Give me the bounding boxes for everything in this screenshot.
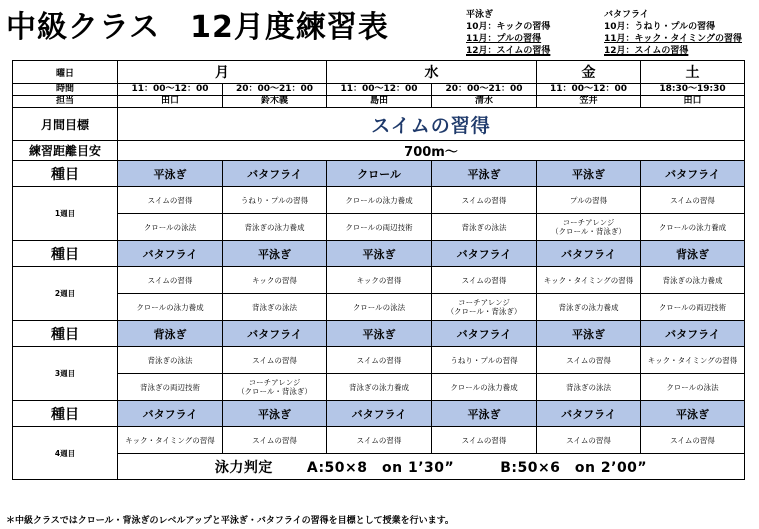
stroke-cell: 平泳ぎ <box>223 401 327 427</box>
time-label: 時間 <box>13 84 118 96</box>
stroke-cell: 背泳ぎ <box>118 321 223 347</box>
monthly-goal: スイムの習得 <box>118 108 745 141</box>
kind-label: 種目 <box>13 161 118 187</box>
task-cell: うねり・プルの習得 <box>432 347 537 374</box>
task-cell: クロールの泳法 <box>641 374 745 401</box>
task-cell: コーチアレンジ （クロール・背泳ぎ） <box>223 374 327 401</box>
staff-cell: 田口 <box>118 96 223 108</box>
task-cell: クロールの泳力養成 <box>432 374 537 401</box>
week-label: 1週目 <box>13 187 118 241</box>
stroke-cell: バタフライ <box>432 321 537 347</box>
test-row <box>118 454 745 480</box>
day-wednesday: 水 <box>327 61 537 84</box>
footnote: ＊中級クラスではクロール・背泳ぎのレベルアップと平泳ぎ・バタフライの習得を目標として授業を行います。 <box>6 516 454 526</box>
stroke-cell: 平泳ぎ <box>537 161 641 187</box>
time-cell: 20：00〜21：00 <box>223 84 327 96</box>
task-cell: スイムの習得 <box>537 427 641 454</box>
week-label: 2週目 <box>13 267 118 321</box>
stroke-cell: 平泳ぎ <box>432 161 537 187</box>
task-cell: スイムの習得 <box>537 347 641 374</box>
task-cell: クロールの両辺技術 <box>327 214 432 241</box>
task-cell: キックの習得 <box>223 267 327 294</box>
test-b: B:50×6 on 2’00” <box>500 459 648 476</box>
staff-cell: 鈴木義 <box>223 96 327 108</box>
day-label: 曜日 <box>13 61 118 84</box>
staff-cell: 清水 <box>432 96 537 108</box>
task-cell: キック・タイミングの習得 <box>537 267 641 294</box>
staff-label: 担当 <box>13 96 118 108</box>
staff-cell: 島田 <box>327 96 432 108</box>
task-cell: 背泳ぎの両辺技術 <box>118 374 223 401</box>
distance-value: 700m〜 <box>118 141 745 161</box>
stroke-cell: バタフライ <box>432 241 537 267</box>
kind-label: 種目 <box>13 241 118 267</box>
week-label: 4週目 <box>13 427 118 480</box>
notes-line-current: 12月：スイムの習得 <box>466 46 551 56</box>
notes-line-current: 12月：スイムの習得 <box>604 46 689 56</box>
task-cell: スイムの習得 <box>432 187 537 214</box>
task-cell: スイムの習得 <box>118 187 223 214</box>
task-cell: スイムの習得 <box>327 347 432 374</box>
kind-label: 種目 <box>13 401 118 427</box>
task-cell: スイムの習得 <box>118 267 223 294</box>
task-cell: スイムの習得 <box>432 427 537 454</box>
task-cell: スイムの習得 <box>327 427 432 454</box>
time-cell: 20：00〜21：00 <box>432 84 537 96</box>
task-cell: 背泳ぎの泳法 <box>432 214 537 241</box>
task-cell: クロールの泳力養成 <box>641 214 745 241</box>
kind-label: 種目 <box>13 321 118 347</box>
task-cell: コーチアレンジ （クロール・背泳ぎ） <box>432 294 537 321</box>
stroke-cell: クロール <box>327 161 432 187</box>
stroke-cell: 平泳ぎ <box>118 161 223 187</box>
day-friday: 金 <box>537 61 641 84</box>
task-cell: キックの習得 <box>327 267 432 294</box>
stroke-cell: 平泳ぎ <box>432 401 537 427</box>
stroke-cell: バタフライ <box>118 401 223 427</box>
stroke-cell: 平泳ぎ <box>327 241 432 267</box>
task-cell: スイムの習得 <box>641 427 745 454</box>
test-label: 泳力判定 <box>214 459 273 476</box>
task-cell: 背泳ぎの泳力養成 <box>537 294 641 321</box>
class-name: 中級クラス <box>6 10 161 45</box>
stroke-cell: バタフライ <box>641 161 745 187</box>
stroke-cell: バタフライ <box>118 241 223 267</box>
task-cell: 背泳ぎの泳力養成 <box>641 267 745 294</box>
stroke-cell: バタフライ <box>537 241 641 267</box>
task-cell: 背泳ぎの泳力養成 <box>327 374 432 401</box>
schedule-name: 12月度練習表 <box>190 10 389 45</box>
schedule-table <box>12 60 745 480</box>
task-cell: スイムの習得 <box>641 187 745 214</box>
task-cell: 背泳ぎの泳法 <box>537 374 641 401</box>
day-saturday: 土 <box>641 61 745 84</box>
task-cell: スイムの習得 <box>223 347 327 374</box>
task-cell: うねり・プルの習得 <box>223 187 327 214</box>
goal-label: 月間目標 <box>13 108 118 141</box>
distance-label: 練習距離目安 <box>13 141 118 161</box>
stroke-cell: バタフライ <box>641 321 745 347</box>
task-cell: 背泳ぎの泳法 <box>223 294 327 321</box>
notes-line: 11月：キック・タイミングの習得 <box>604 34 742 44</box>
stroke-cell: バタフライ <box>223 321 327 347</box>
task-cell: 背泳ぎの泳法 <box>118 347 223 374</box>
task-cell: クロールの泳力養成 <box>327 187 432 214</box>
time-cell: 18:30〜19:30 <box>641 84 745 96</box>
day-monday: 月 <box>118 61 327 84</box>
task-cell: 背泳ぎの泳力養成 <box>223 214 327 241</box>
stroke-cell: 平泳ぎ <box>537 321 641 347</box>
staff-cell: 笠井 <box>537 96 641 108</box>
task-cell: クロールの泳法 <box>327 294 432 321</box>
notes-heading: バタフライ <box>604 10 649 20</box>
butterfly-notes <box>604 9 742 57</box>
test-a: A:50×8 on 1’30” <box>306 459 455 476</box>
task-cell: スイムの習得 <box>432 267 537 294</box>
stroke-cell: 平泳ぎ <box>223 241 327 267</box>
time-cell: 11：00〜12：00 <box>537 84 641 96</box>
task-cell: コーチアレンジ （クロール・背泳ぎ） <box>537 214 641 241</box>
task-cell: クロールの泳力養成 <box>118 294 223 321</box>
task-cell: キック・タイミングの習得 <box>118 427 223 454</box>
stroke-cell: 背泳ぎ <box>641 241 745 267</box>
time-cell: 11：00〜12：00 <box>118 84 223 96</box>
notes-heading: 平泳ぎ <box>466 10 494 20</box>
staff-cell: 田口 <box>641 96 745 108</box>
task-cell: クロールの泳法 <box>118 214 223 241</box>
stroke-cell: 平泳ぎ <box>641 401 745 427</box>
stroke-cell: 平泳ぎ <box>327 321 432 347</box>
stroke-cell: バタフライ <box>327 401 432 427</box>
task-cell: キック・タイミングの習得 <box>641 347 745 374</box>
notes-line: 10月：キックの習得 <box>466 22 551 32</box>
stroke-cell: バタフライ <box>223 161 327 187</box>
notes-line: 10月：うねり・プルの習得 <box>604 22 716 32</box>
task-cell: スイムの習得 <box>223 427 327 454</box>
stroke-cell: バタフライ <box>537 401 641 427</box>
breaststroke-notes <box>466 9 550 57</box>
task-cell: クロールの両辺技術 <box>641 294 745 321</box>
week-label: 3週目 <box>13 347 118 401</box>
notes-line: 11月：プルの習得 <box>466 34 542 44</box>
time-cell: 11：00〜12：00 <box>327 84 432 96</box>
task-cell: プルの習得 <box>537 187 641 214</box>
page-title <box>6 2 389 46</box>
